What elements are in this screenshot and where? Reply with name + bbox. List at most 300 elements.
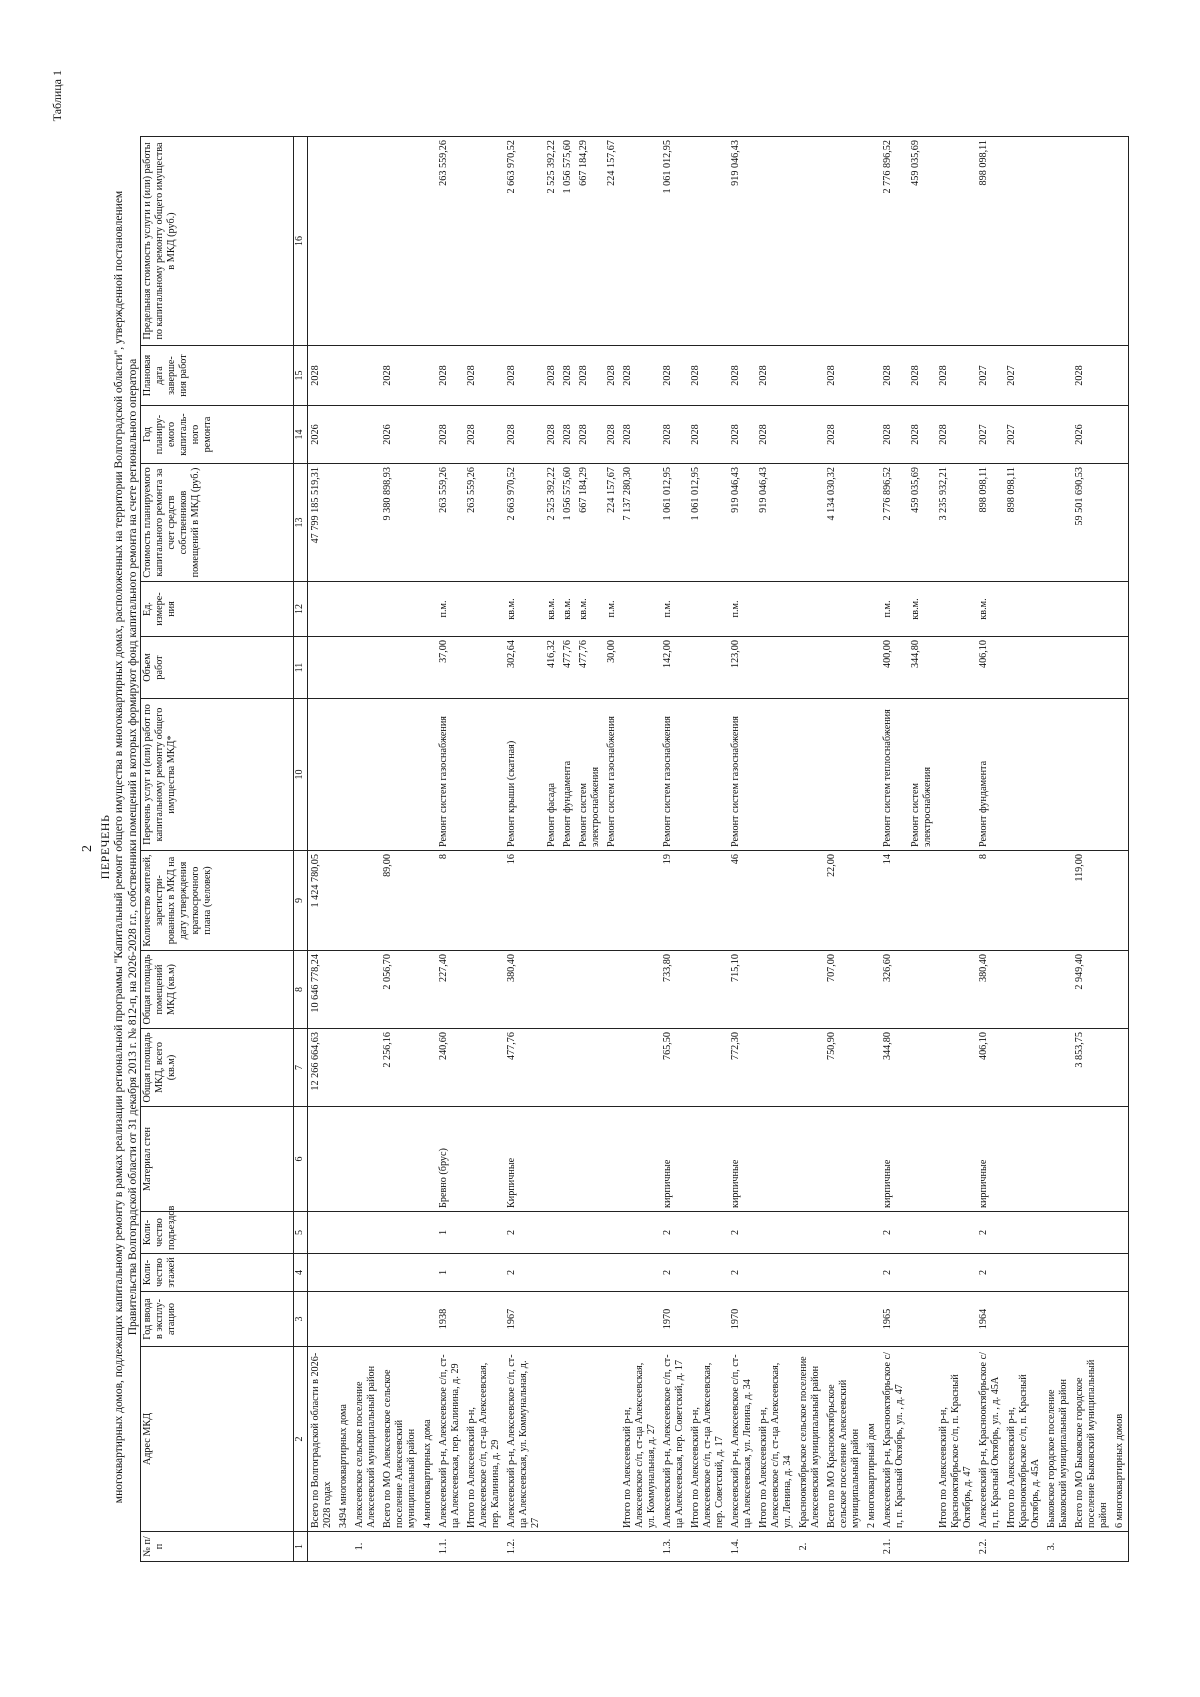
table-cell	[1004, 951, 1044, 1029]
table-cell: 2	[976, 1254, 1004, 1292]
table-cell: 302,64	[504, 637, 544, 699]
table-cell: п.м.	[728, 582, 756, 637]
table-cell	[308, 637, 337, 699]
table-cell: 1 056 575,60	[560, 137, 576, 346]
table-cell	[1072, 1212, 1112, 1254]
table-cell	[336, 464, 352, 582]
table-cell	[604, 1107, 620, 1212]
table-row	[908, 137, 936, 1562]
table-cell	[796, 346, 824, 406]
table-row	[436, 137, 464, 1562]
table-cell	[604, 951, 620, 1029]
table-cell	[908, 851, 936, 951]
table-cell	[620, 851, 660, 951]
table-row	[504, 137, 544, 1562]
table-cell	[864, 582, 880, 637]
table-cell	[544, 951, 560, 1029]
table-cell: 2026	[1072, 406, 1112, 464]
table-cell: 326,60	[880, 951, 908, 1029]
table-cell: 459 035,69	[908, 464, 936, 582]
table-cell	[352, 582, 380, 637]
table-cell: 750,90	[824, 1029, 864, 1107]
table-cell	[576, 851, 604, 951]
column-number-14: 14	[294, 406, 308, 464]
table-cell: Алексеевский р-н, Краснооктябрьское с/п, п. Красный Октябрь, ул. , д. 45А	[976, 1347, 1004, 1532]
table-cell	[620, 951, 660, 1029]
table-cell	[864, 851, 880, 951]
table-cell: кирпичные	[728, 1107, 756, 1212]
column-number-2: 2	[294, 1347, 308, 1532]
table-cell	[1072, 1532, 1112, 1562]
table-cell: 2 525 392,22	[544, 464, 560, 582]
table-cell: 224 157,67	[604, 137, 620, 346]
table-cell	[688, 951, 728, 1029]
table-cell	[1112, 346, 1129, 406]
table-cell	[464, 582, 504, 637]
table-cell	[420, 951, 436, 1029]
table-cell	[864, 951, 880, 1029]
table-cell	[420, 464, 436, 582]
table-cell: 2	[976, 1212, 1004, 1254]
table-cell	[1004, 1107, 1044, 1212]
table-cell	[936, 1029, 976, 1107]
table-cell	[308, 582, 337, 637]
column-header-16: Предельная стоимость услуги и (или) работы по капитальному ремонту общего имущества в МКД (руб.)	[141, 137, 294, 346]
table-cell: 7 137 280,30	[620, 464, 660, 582]
column-number-5: 5	[294, 1212, 308, 1254]
table-cell: Бревно (брус)	[436, 1107, 464, 1212]
table-cell	[420, 1292, 436, 1347]
table-cell	[908, 1107, 936, 1212]
table-cell	[1072, 1107, 1112, 1212]
table-cell	[604, 1292, 620, 1347]
table-cell	[1044, 1212, 1072, 1254]
table-cell: 2028	[544, 346, 560, 406]
table-cell	[336, 1532, 352, 1562]
table-cell: 3494 многоквартирных дома	[336, 1347, 352, 1532]
table-cell: 2027	[1004, 346, 1044, 406]
table-cell	[464, 851, 504, 951]
table-cell	[576, 1107, 604, 1212]
table-cell: Ремонт систем электроснабжения	[908, 699, 936, 851]
table-cell: 772,30	[728, 1029, 756, 1107]
table-cell: 2028	[936, 406, 976, 464]
table-cell: 119,00	[1072, 851, 1112, 951]
table-cell: 2028	[380, 346, 420, 406]
table-cell	[936, 1254, 976, 1292]
table-cell	[688, 699, 728, 851]
table-cell	[796, 699, 824, 851]
table-cell: 2.2.	[976, 1532, 1004, 1562]
table-row	[464, 137, 504, 1562]
table-cell	[936, 1532, 976, 1562]
table-cell	[1112, 699, 1129, 851]
table-cell: 1.3.	[660, 1532, 688, 1562]
column-number-15: 15	[294, 346, 308, 406]
table-cell: кв.м.	[576, 582, 604, 637]
table-row	[576, 137, 604, 1562]
table-cell	[1004, 137, 1044, 346]
table-cell	[756, 582, 796, 637]
table-cell: 380,40	[976, 951, 1004, 1029]
table-cell	[604, 1532, 620, 1562]
table-cell: 1967	[504, 1292, 544, 1347]
table-cell	[1072, 637, 1112, 699]
document-subtitle-line-2: Правительства Волгоградской области от 31 декабря 2013 г. № 812-п, на 2026-2028 г.г., собственники помещений в которых формируют фонд капитального ремонта на счете регионального оператора	[127, 358, 139, 1336]
table-cell: 12 266 664,63	[308, 1029, 337, 1107]
table-cell	[824, 699, 864, 851]
table-cell: 477,76	[576, 637, 604, 699]
column-header-3: Год ввода в эксплу-атацию	[141, 1292, 294, 1347]
column-number-4: 4	[294, 1254, 308, 1292]
table-cell	[1004, 699, 1044, 851]
table-cell: Ремонт систем газоснабжения	[604, 699, 620, 851]
table-cell	[308, 1292, 337, 1347]
table-cell: 47 799 185 519,31	[308, 464, 337, 582]
table-cell	[864, 1212, 880, 1254]
table-cell: 2	[660, 1254, 688, 1292]
table-cell	[1044, 637, 1072, 699]
table-cell	[604, 1212, 620, 1254]
table-cell: 2028	[576, 346, 604, 406]
table-cell	[352, 464, 380, 582]
table-cell: 715,10	[728, 951, 756, 1029]
table-cell: 1938	[436, 1292, 464, 1347]
table-cell: кв.м.	[544, 582, 560, 637]
document-heading	[98, 117, 140, 1577]
table-cell	[1044, 1029, 1072, 1107]
table-cell: 227,40	[436, 951, 464, 1029]
table-row	[380, 137, 420, 1562]
document-subtitle-line-1: многоквартирных домов, подлежащих капитальному ремонту в рамках реализации региональной программы "Капитальный ремонт общего имущества в многоквартирных домах, расположенных на территории Волгоградской области", утвержденной постановлением	[113, 190, 125, 1504]
table-cell	[576, 1347, 604, 1532]
table-cell: 2	[880, 1254, 908, 1292]
table-cell	[796, 406, 824, 464]
table-cell	[380, 1532, 420, 1562]
column-number-10: 10	[294, 699, 308, 851]
table-cell: 3.	[1044, 1532, 1072, 1562]
table-cell	[1072, 137, 1112, 346]
table-cell: 406,10	[976, 1029, 1004, 1107]
table-cell: 37,00	[436, 637, 464, 699]
table-cell: кв.м.	[908, 582, 936, 637]
table-row	[604, 137, 620, 1562]
table-cell: кв.м.	[560, 582, 576, 637]
table-cell	[756, 1212, 796, 1254]
table-cell	[756, 851, 796, 951]
table-cell	[756, 1254, 796, 1292]
table-cell: 2028	[436, 406, 464, 464]
table-cell	[620, 1029, 660, 1107]
table-label: Таблица 1	[50, 70, 64, 122]
table-cell: Ремонт систем газоснабжения	[728, 699, 756, 851]
table-row	[880, 137, 908, 1562]
table-cell: 2	[728, 1212, 756, 1254]
table-cell: 1.2.	[504, 1532, 544, 1562]
column-number-12: 12	[294, 582, 308, 637]
table-cell	[336, 637, 352, 699]
table-cell	[464, 951, 504, 1029]
table-cell: Итого по Алексеевский р-н, Алексеевское с/п, ст-ца Алексеевская, ул. Ленина, д. 34	[756, 1347, 796, 1532]
table-cell	[864, 637, 880, 699]
table-cell	[1112, 951, 1129, 1029]
column-header-10: Перечень услуг и (или) работ по капитальному ремонту общего имущества МКД*	[141, 699, 294, 851]
table-cell: п.м.	[660, 582, 688, 637]
table-cell	[1004, 1292, 1044, 1347]
table-cell: Алексеевский р-н, Алексеевское с/п, ст-ца Алексеевская, пер. Калинина, д. 29	[436, 1347, 464, 1532]
table-cell	[420, 637, 436, 699]
table-cell	[1112, 851, 1129, 951]
table-cell	[420, 346, 436, 406]
table-cell	[824, 137, 864, 346]
table-cell	[352, 851, 380, 951]
table-cell	[864, 699, 880, 851]
table-cell	[544, 1212, 560, 1254]
table-row	[824, 137, 864, 1562]
table-cell: Кирпичные	[504, 1107, 544, 1212]
table-cell	[352, 1292, 380, 1347]
table-cell	[688, 1292, 728, 1347]
table-cell: кирпичные	[976, 1107, 1004, 1212]
table-cell	[560, 951, 576, 1029]
column-number-7: 7	[294, 1029, 308, 1107]
table-cell: Всего по МО Алексеевское сельское поселение Алексеевский муниципальный район	[380, 1347, 420, 1532]
table-cell: 2028	[688, 346, 728, 406]
table-cell: Ремонт систем газоснабжения	[436, 699, 464, 851]
table-cell	[576, 1532, 604, 1562]
table-cell: Ремонт систем электроснабжения	[576, 699, 604, 851]
table-cell: 263 559,26	[436, 137, 464, 346]
table-cell: Всего по МО Краснооктябрьское сельское поселение Алексеевский муниципальный район	[824, 1347, 864, 1532]
table-cell	[308, 1254, 337, 1292]
table-cell: 1 424 780,05	[308, 851, 337, 951]
table-cell	[464, 1292, 504, 1347]
table-cell	[380, 582, 420, 637]
table-cell	[620, 699, 660, 851]
table-cell	[1112, 1107, 1129, 1212]
table-cell	[560, 1212, 576, 1254]
table-cell: 2	[504, 1254, 544, 1292]
column-number-11: 11	[294, 637, 308, 699]
table-cell: 2026	[380, 406, 420, 464]
table-cell: 2028	[544, 406, 560, 464]
table-cell	[1112, 464, 1129, 582]
table-cell	[336, 951, 352, 1029]
table-cell	[936, 1212, 976, 1254]
table-cell: 2	[728, 1254, 756, 1292]
table-cell	[576, 1212, 604, 1254]
table-cell	[1112, 637, 1129, 699]
table-cell	[1112, 1532, 1129, 1562]
table-cell	[336, 1029, 352, 1107]
table-cell	[1004, 637, 1044, 699]
table-cell: Алексеевский р-н, Алексеевское с/п, ст-ца Алексеевская, ул. Коммунальная, д. 27	[504, 1347, 544, 1532]
table-cell: 2	[660, 1212, 688, 1254]
table-cell	[352, 699, 380, 851]
table-cell: 2028	[604, 406, 620, 464]
table-cell: Всего по МО Быковское городское поселение Быковский муниципальный район	[1072, 1347, 1112, 1532]
table-cell	[420, 851, 436, 951]
table-cell	[420, 582, 436, 637]
table-cell	[756, 1029, 796, 1107]
table-cell: 380,40	[504, 951, 544, 1029]
column-header-1: № п/п	[141, 1532, 294, 1562]
table-cell: 919 046,43	[756, 464, 796, 582]
column-header-11: Объем работ	[141, 637, 294, 699]
table-cell: 344,80	[908, 637, 936, 699]
table-cell	[1112, 1254, 1129, 1292]
table-cell: 2028	[464, 346, 504, 406]
table-cell: 4 многоквартирных дома	[420, 1347, 436, 1532]
table-cell	[560, 1029, 576, 1107]
table-cell: 1965	[880, 1292, 908, 1347]
table-cell: 2 525 392,22	[544, 137, 560, 346]
table-cell	[756, 137, 796, 346]
table-cell	[1072, 1292, 1112, 1347]
table-cell	[380, 1212, 420, 1254]
column-header-15: Плановая дата заверше-ния работ	[141, 346, 294, 406]
table-cell	[796, 951, 824, 1029]
table-cell	[908, 1532, 936, 1562]
table-cell	[688, 1029, 728, 1107]
table-row	[308, 137, 337, 1562]
column-number-13: 13	[294, 464, 308, 582]
table-cell: Алексеевский р-н, Краснооктябрьское с/п, п. Красный Октябрь, ул. , д. 47	[880, 1347, 908, 1532]
table-cell	[352, 406, 380, 464]
table-cell: 919 046,43	[728, 137, 756, 346]
table-cell	[620, 1292, 660, 1347]
table-cell: 2028	[1072, 346, 1112, 406]
table-row	[1004, 137, 1044, 1562]
table-row	[1112, 137, 1129, 1562]
table-header-row	[141, 137, 294, 1562]
table-cell	[1044, 406, 1072, 464]
table-cell	[1112, 1292, 1129, 1347]
table-cell	[688, 637, 728, 699]
table-cell	[576, 1029, 604, 1107]
table-cell	[908, 1292, 936, 1347]
table-cell	[864, 406, 880, 464]
table-cell	[560, 1532, 576, 1562]
table-cell	[620, 1107, 660, 1212]
table-cell	[1044, 582, 1072, 637]
table-cell	[352, 1254, 380, 1292]
column-header-2: Адрес МКД	[141, 1347, 294, 1532]
table-cell	[936, 637, 976, 699]
table-cell	[1072, 1254, 1112, 1292]
table-cell	[688, 582, 728, 637]
table-cell: 344,80	[880, 1029, 908, 1107]
table-cell	[620, 637, 660, 699]
table-cell	[1112, 1029, 1129, 1107]
column-number-8: 8	[294, 951, 308, 1029]
table-cell: 2 056,70	[380, 951, 420, 1029]
table-cell: 416,32	[544, 637, 560, 699]
table-cell	[308, 137, 337, 346]
table-cell: 1.4.	[728, 1532, 756, 1562]
table-cell: 14	[880, 851, 908, 951]
table-cell	[824, 1532, 864, 1562]
table-cell: кирпичные	[660, 1107, 688, 1212]
table-cell: 16	[504, 851, 544, 951]
table-cell	[420, 137, 436, 346]
table-cell	[420, 1029, 436, 1107]
table-cell: 2028	[728, 346, 756, 406]
table-cell	[604, 851, 620, 951]
table-cell: 3 235 932,21	[936, 464, 976, 582]
table-cell: 400,00	[880, 637, 908, 699]
table-cell: 240,60	[436, 1029, 464, 1107]
table-cell	[464, 1029, 504, 1107]
table-cell	[336, 1107, 352, 1212]
table-cell	[464, 1212, 504, 1254]
table-cell	[380, 137, 420, 346]
table-cell	[336, 1292, 352, 1347]
table-cell	[336, 1254, 352, 1292]
table-cell	[576, 1254, 604, 1292]
document-title: ПЕРЕЧЕНЬ	[98, 814, 112, 880]
page-number: 2	[80, 845, 95, 852]
table-cell: п.м.	[436, 582, 464, 637]
table-cell: 2028	[576, 406, 604, 464]
table-cell: 263 559,26	[464, 464, 504, 582]
table-cell: кирпичные	[880, 1107, 908, 1212]
table-cell	[756, 1292, 796, 1347]
table-cell	[688, 1107, 728, 1212]
table-cell: 2 256,16	[380, 1029, 420, 1107]
table-cell: кв.м.	[504, 582, 544, 637]
column-header-8: Общая площадь помещений МКД (кв.м)	[141, 951, 294, 1029]
table-cell: 667 184,29	[576, 464, 604, 582]
table-cell	[796, 1212, 824, 1254]
table-cell: Краснооктябрьское сельское поселение Алексеевский муниципальный район	[796, 1347, 824, 1532]
table-cell: Итого по Алексеевский р-н, Алексеевское с/п, ст-ца Алексеевская, пер. Советский, д. 17	[688, 1347, 728, 1532]
table-cell: 2028	[604, 346, 620, 406]
table-row	[544, 137, 560, 1562]
table-cell: 2028	[660, 346, 688, 406]
table-cell	[908, 1254, 936, 1292]
repair-list-table	[140, 136, 1129, 1562]
table-cell	[864, 346, 880, 406]
table-cell	[1044, 699, 1072, 851]
table-cell: 2 многоквартирный дом	[864, 1347, 880, 1532]
column-header-7: Общая площадь МКД, всего (кв.м)	[141, 1029, 294, 1107]
table-cell	[756, 1107, 796, 1212]
table-cell: 59 501 690,53	[1072, 464, 1112, 582]
table-cell	[796, 1254, 824, 1292]
table-cell	[688, 1532, 728, 1562]
table-cell: 2028	[824, 406, 864, 464]
column-header-13: Стоимость планируемого капитального ремонта за счет средств собственников помещений в МКД (руб.)	[141, 464, 294, 582]
table-cell: 2028	[504, 406, 544, 464]
table-cell	[1044, 951, 1072, 1029]
table-cell	[824, 1254, 864, 1292]
table-cell	[796, 464, 824, 582]
table-cell: 898 098,11	[1004, 464, 1044, 582]
table-cell	[380, 1107, 420, 1212]
table-cell	[352, 1029, 380, 1107]
table-cell	[1004, 582, 1044, 637]
table-cell: 2028	[824, 346, 864, 406]
table-cell: 919 046,43	[728, 464, 756, 582]
table-cell	[420, 1254, 436, 1292]
table-cell: 1 056 575,60	[560, 464, 576, 582]
table-cell: 1 061 012,95	[688, 464, 728, 582]
table-cell	[420, 1532, 436, 1562]
table-cell	[352, 1212, 380, 1254]
table-cell: 406,10	[976, 637, 1004, 699]
table-cell	[336, 406, 352, 464]
